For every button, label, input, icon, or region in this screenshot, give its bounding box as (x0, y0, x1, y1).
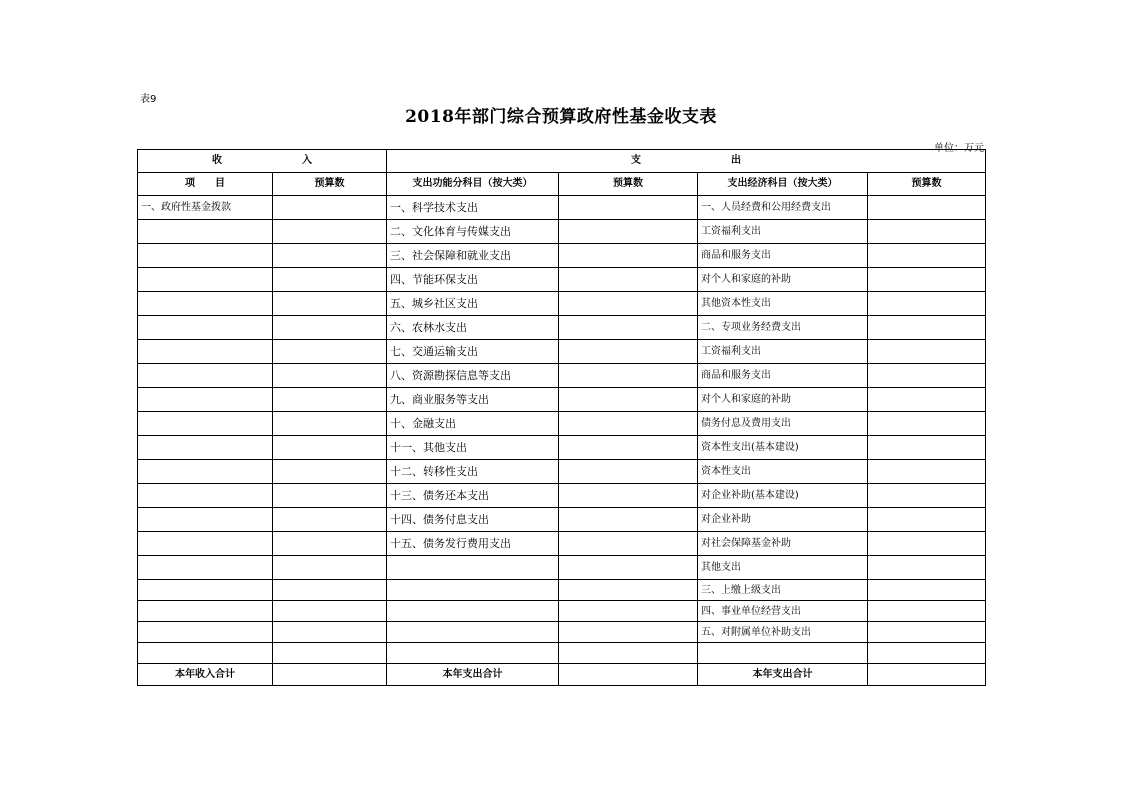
economic-budget-cell (868, 460, 986, 484)
function-category-header: 支出功能分科目（按大类） (387, 173, 559, 196)
function-budget-cell (559, 460, 698, 484)
income-item-cell: 一、政府性基金拨款 (138, 196, 273, 220)
income-budget-cell (273, 601, 387, 622)
table-row (138, 622, 986, 643)
function-budget-cell (559, 556, 698, 580)
income-item-cell (138, 556, 273, 580)
economic-budget-cell (868, 364, 986, 388)
table-row (138, 643, 986, 664)
function-budget-cell (559, 388, 698, 412)
function-item-cell (387, 580, 559, 601)
economic-item-cell: 四、事业单位经营支出 (698, 601, 868, 622)
expense-group-header: 支 出 (387, 150, 986, 173)
income-item-cell (138, 340, 273, 364)
income-item-cell (138, 643, 273, 664)
income-item-cell (138, 268, 273, 292)
income-budget-cell (273, 220, 387, 244)
table-row (138, 244, 986, 268)
economic-budget-cell (868, 196, 986, 220)
income-budget-cell (273, 484, 387, 508)
economic-item-cell: 债务付息及费用支出 (698, 412, 868, 436)
function-budget-cell (559, 268, 698, 292)
income-budget-cell (273, 388, 387, 412)
economic-budget-cell (868, 580, 986, 601)
income-budget-cell (273, 364, 387, 388)
function-budget-cell (559, 412, 698, 436)
function-total-label: 本年支出合计 (387, 664, 559, 686)
income-budget-cell (273, 460, 387, 484)
income-budget-cell (273, 532, 387, 556)
table-row (138, 460, 986, 484)
budget-header-function: 预算数 (559, 173, 698, 196)
income-item-cell (138, 532, 273, 556)
income-budget-cell (273, 196, 387, 220)
function-item-cell: 三、社会保障和就业支出 (387, 244, 559, 268)
income-item-cell (138, 316, 273, 340)
group-header-row (138, 150, 986, 173)
economic-budget-cell (868, 412, 986, 436)
income-budget-cell (273, 340, 387, 364)
income-budget-cell (273, 556, 387, 580)
economic-item-cell: 工资福利支出 (698, 340, 868, 364)
function-item-cell: 十五、债务发行费用支出 (387, 532, 559, 556)
income-item-cell (138, 292, 273, 316)
economic-item-cell: 一、人员经费和公用经费支出 (698, 196, 868, 220)
income-budget-cell (273, 412, 387, 436)
table-row (138, 556, 986, 580)
economic-budget-cell (868, 508, 986, 532)
budget-header-income: 预算数 (273, 173, 387, 196)
function-item-cell (387, 556, 559, 580)
function-budget-cell (559, 196, 698, 220)
function-budget-cell (559, 364, 698, 388)
table-row (138, 292, 986, 316)
income-item-cell (138, 412, 273, 436)
function-item-cell (387, 622, 559, 643)
economic-item-cell: 资本性支出(基本建设) (698, 436, 868, 460)
table-row (138, 436, 986, 460)
economic-total-label: 本年支出合计 (698, 664, 868, 686)
table-row (138, 412, 986, 436)
function-item-cell: 十一、其他支出 (387, 436, 559, 460)
income-item-cell (138, 364, 273, 388)
economic-budget-cell (868, 268, 986, 292)
income-budget-cell (273, 643, 387, 664)
function-budget-cell (559, 508, 698, 532)
function-item-cell: 五、城乡社区支出 (387, 292, 559, 316)
function-item-cell: 八、资源勘探信息等支出 (387, 364, 559, 388)
income-group-header: 收 入 (138, 150, 387, 173)
economic-item-cell: 工资福利支出 (698, 220, 868, 244)
function-budget-cell (559, 532, 698, 556)
income-budget-cell (273, 508, 387, 532)
income-item-cell (138, 601, 273, 622)
income-total-label: 本年收入合计 (138, 664, 273, 686)
economic-item-cell: 二、专项业务经费支出 (698, 316, 868, 340)
income-budget-cell (273, 622, 387, 643)
table-row (138, 316, 986, 340)
table-row (138, 580, 986, 601)
income-item-cell (138, 244, 273, 268)
table-row (138, 601, 986, 622)
economic-category-header: 支出经济科目（按大类） (698, 173, 868, 196)
function-item-cell (387, 601, 559, 622)
function-item-cell: 一、科学技术支出 (387, 196, 559, 220)
economic-budget-cell (868, 556, 986, 580)
income-budget-cell (273, 436, 387, 460)
function-item-cell: 九、商业服务等支出 (387, 388, 559, 412)
budget-header-economic: 预算数 (868, 173, 986, 196)
economic-item-cell (698, 643, 868, 664)
economic-budget-cell (868, 220, 986, 244)
function-item-cell: 十二、转移性支出 (387, 460, 559, 484)
income-item-cell (138, 436, 273, 460)
item-header: 项 目 (138, 173, 273, 196)
income-total-value (273, 664, 387, 686)
page-title: 2018年部门综合预算政府性基金收支表 (405, 107, 717, 127)
economic-total-value (868, 664, 986, 686)
income-item-cell (138, 484, 273, 508)
function-total-value (559, 664, 698, 686)
economic-budget-cell (868, 643, 986, 664)
income-item-cell (138, 460, 273, 484)
function-budget-cell (559, 436, 698, 460)
totals-row (138, 664, 986, 686)
economic-item-cell: 商品和服务支出 (698, 244, 868, 268)
economic-item-cell: 资本性支出 (698, 460, 868, 484)
economic-budget-cell (868, 436, 986, 460)
economic-item-cell: 商品和服务支出 (698, 364, 868, 388)
income-budget-cell (273, 292, 387, 316)
economic-budget-cell (868, 601, 986, 622)
income-item-cell (138, 388, 273, 412)
function-item-cell: 四、节能环保支出 (387, 268, 559, 292)
economic-item-cell: 对企业补助(基本建设) (698, 484, 868, 508)
table-row (138, 484, 986, 508)
economic-budget-cell (868, 388, 986, 412)
function-budget-cell (559, 316, 698, 340)
column-header-row (138, 173, 986, 196)
economic-item-cell: 三、上缴上级支出 (698, 580, 868, 601)
economic-item-cell: 其他支出 (698, 556, 868, 580)
table-row (138, 268, 986, 292)
function-budget-cell (559, 292, 698, 316)
function-budget-cell (559, 601, 698, 622)
function-item-cell: 六、农林水支出 (387, 316, 559, 340)
function-budget-cell (559, 484, 698, 508)
function-budget-cell (559, 340, 698, 364)
economic-item-cell: 对社会保障基金补助 (698, 532, 868, 556)
table-number: 表9 (140, 94, 157, 105)
income-budget-cell (273, 580, 387, 601)
economic-budget-cell (868, 340, 986, 364)
economic-item-cell: 五、对附属单位补助支出 (698, 622, 868, 643)
economic-item-cell: 对个人和家庭的补助 (698, 268, 868, 292)
table-row (138, 388, 986, 412)
function-budget-cell (559, 622, 698, 643)
economic-item-cell: 其他资本性支出 (698, 292, 868, 316)
unit-label: 单位：万元 (934, 143, 984, 154)
income-item-cell (138, 220, 273, 244)
function-item-cell: 十四、债务付息支出 (387, 508, 559, 532)
function-budget-cell (559, 244, 698, 268)
budget-table (137, 149, 986, 686)
function-budget-cell (559, 643, 698, 664)
function-item-cell: 十三、债务还本支出 (387, 484, 559, 508)
table-row (138, 532, 986, 556)
economic-budget-cell (868, 244, 986, 268)
economic-budget-cell (868, 292, 986, 316)
table-row (138, 364, 986, 388)
function-budget-cell (559, 580, 698, 601)
function-item-cell (387, 643, 559, 664)
function-item-cell: 十、金融支出 (387, 412, 559, 436)
income-item-cell (138, 622, 273, 643)
income-item-cell (138, 580, 273, 601)
economic-budget-cell (868, 316, 986, 340)
economic-budget-cell (868, 622, 986, 643)
income-budget-cell (273, 316, 387, 340)
table-row (138, 340, 986, 364)
economic-budget-cell (868, 484, 986, 508)
income-item-cell (138, 508, 273, 532)
income-budget-cell (273, 268, 387, 292)
table-row (138, 196, 986, 220)
function-budget-cell (559, 220, 698, 244)
function-item-cell: 七、交通运输支出 (387, 340, 559, 364)
economic-item-cell: 对企业补助 (698, 508, 868, 532)
economic-item-cell: 对个人和家庭的补助 (698, 388, 868, 412)
function-item-cell: 二、文化体育与传媒支出 (387, 220, 559, 244)
economic-budget-cell (868, 532, 986, 556)
income-budget-cell (273, 244, 387, 268)
table-row (138, 220, 986, 244)
table-row (138, 508, 986, 532)
